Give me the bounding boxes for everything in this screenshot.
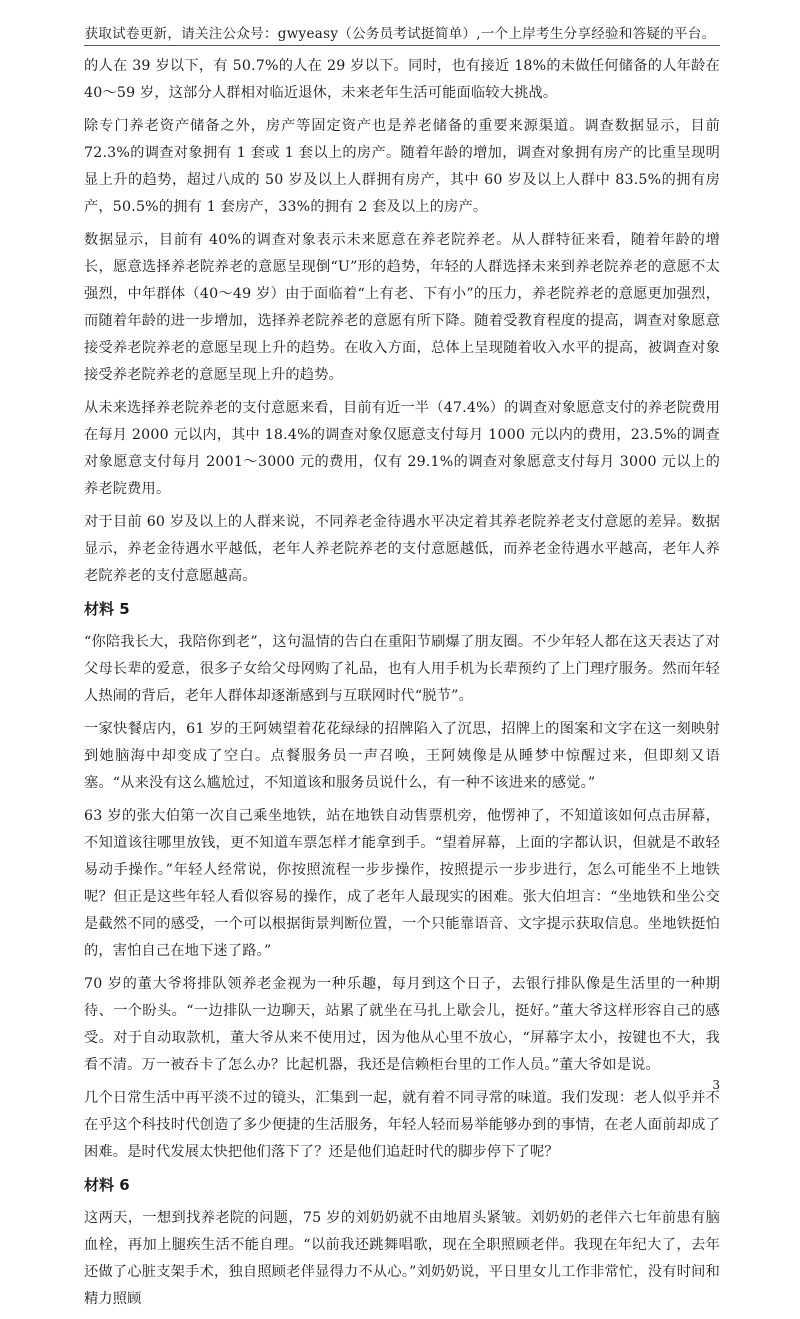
paragraph: 几个日常生活中再平淡不过的镜头，汇集到一起，就有着不同寻常的味道。我们发现：老人似乎并不在乎这个科技时代创造了多少便捷的生活服务，年轻人轻而易举能够办到的事情，在老人面前却成了困难。是时代发展太快把他们落下了？还是他们追赶时代的脚步停下了呢？ <box>84 1090 720 1160</box>
paragraph: 63 岁的张大伯第一次自己乘坐地铁，站在地铁自动售票机旁，他愣神了，不知道该如何点击屏幕，不知道该往哪里放钱，更不知道车票怎样才能拿到手。“望着屏幕，上面的字都认识，但就是不敢轻易动手操作。”年轻人经常说，你按照流程一步步操作，按照提示一步步进行，怎么可能坐不上地铁呢？但正是这些年轻人看似容易的操作，成了老年人最现实的困难。张大伯坦言：“坐地铁和坐公交是截然不同的感受，一个可以根据街景判断位置，一个只能靠语音、文字提示获取信息。坐地铁挺怕的，害怕自己在地下迷了路。” <box>84 808 720 959</box>
paragraph: 70 岁的董大爷将排队领养老金视为一种乐趣，每月到这个日子，去银行排队像是生活里的一种期待、一个盼头。“一边排队一边聊天，站累了就坐在马扎上歇会儿，挺好。”董大爷这样形容自己的感受。对于自动取款机，董大爷从来不使用过，因为他从心里不放心，“屏幕字太小，按键也不大，我看不清。万一被吞卡了怎么办？比起机器，我还是信赖柜台里的工作人员。”董大爷如是说。 <box>84 976 720 1073</box>
paragraph: 除专门养老资产储备之外，房产等固定资产也是养老储备的重要来源渠道。调查数据显示，目前 72.3%的调查对象拥有 1 套或 1 套以上的房产。随着年龄的增加，调查对象拥有房产的比重呈现明显上升的趋势，超过八成的 50 岁及以上人群拥有房产，其中 60 岁及以上人群中 83.5%的拥有房产，50.5%的拥有 1 套房产，33%的拥有 2 套及以上的房产。 <box>84 118 720 215</box>
paragraph: “你陪我长大，我陪你到老”，这句温情的告白在重阳节刷爆了朋友圈。不少年轻人都在这天表达了对父母长辈的爱意，很多子女给父母网购了礼品，也有人用手机为长辈预约了上门理疗服务。然而年轻人热闹的背后，老年人群体却逐渐感到与互联网时代“脱节”。 <box>84 634 720 704</box>
page-number: 3 <box>712 1078 720 1092</box>
paragraph: 数据显示，目前有 40%的调查对象表示未来愿意在养老院养老。从人群特征来看，随着年龄的增长，愿意选择养老院养老的意愿呈现倒“U”形的趋势，年轻的人群选择未来到养老院养老的意愿不太强烈，中年群体（40～49 岁）由于面临着“上有老、下有小”的压力，养老院养老的意愿更加强烈，而随着年龄的进一步增加，选择养老院养老的意愿有所下降。随着受教育程度的提高，调查对象愿意接受养老院养老的意愿呈现上升的趋势。在收入方面，总体上呈现随着收入水平的提高，被调查对象接受养老院养老的意愿呈现上升的趋势。 <box>84 232 720 383</box>
paragraph: 这两天，一想到找养老院的问题，75 岁的刘奶奶就不由地眉头紧皱。刘奶奶的老伴六七年前患有脑血栓，再加上腿疾生活不能自理。“以前我还跳舞唱歌，现在全职照顾老伴。我现在年纪大了，去年还做了心脏支架手术，独自照顾老伴显得力不从心。”刘奶奶说，平日里女儿工作非常忙，没有时间和精力照顾 <box>84 1210 720 1307</box>
paragraph: 从未来选择养老院养老的支付意愿来看，目前有近一半（47.4%）的调查对象愿意支付的养老院费用在每月 2000 元以内，其中 18.4%的调查对象仅愿意支付每月 1000 元以内的费用，23.5%的调查对象愿意支付每月 2001～3000 元的费用，仅有 29.1%的调查对象愿意支付每月 3000 元以上的养老院费用。 <box>84 400 720 497</box>
paragraph: 的人在 39 岁以下，有 50.7%的人在 29 岁以下。同时，也有接近 18%的未做任何储备的人年龄在 40～59 岁，这部分人群相对临近退休，未来老年生活可能面临较大挑战。 <box>84 58 720 101</box>
section-heading-material-5: 材料 5 <box>84 600 130 618</box>
page-header: 获取试卷更新，请关注公众号：gwyeasy（公务员考试挺简单）,一个上岸考生分享经验和答疑的平台。 <box>84 26 716 42</box>
document-body <box>84 53 720 1319</box>
header-divider <box>84 45 720 46</box>
section-heading-material-6: 材料 6 <box>84 1176 130 1194</box>
paragraph: 对于目前 60 岁及以上的人群来说，不同养老金待遇水平决定着其养老院养老支付意愿的差异。数据显示，养老金待遇水平越低，老年人养老院养老的支付意愿越低，而养老金待遇水平越高，老年人养老院养老的支付意愿越高。 <box>84 514 720 584</box>
paragraph: 一家快餐店内，61 岁的王阿姨望着花花绿绿的招牌陷入了沉思，招牌上的图案和文字在这一刻映射到她脑海中却变成了空白。点餐服务员一声召唤，王阿姨像是从睡梦中惊醒过来，但即刻又语塞。“从来没有这么尴尬过，不知道该和服务员说什么，有一种不该进来的感觉。” <box>84 721 720 791</box>
